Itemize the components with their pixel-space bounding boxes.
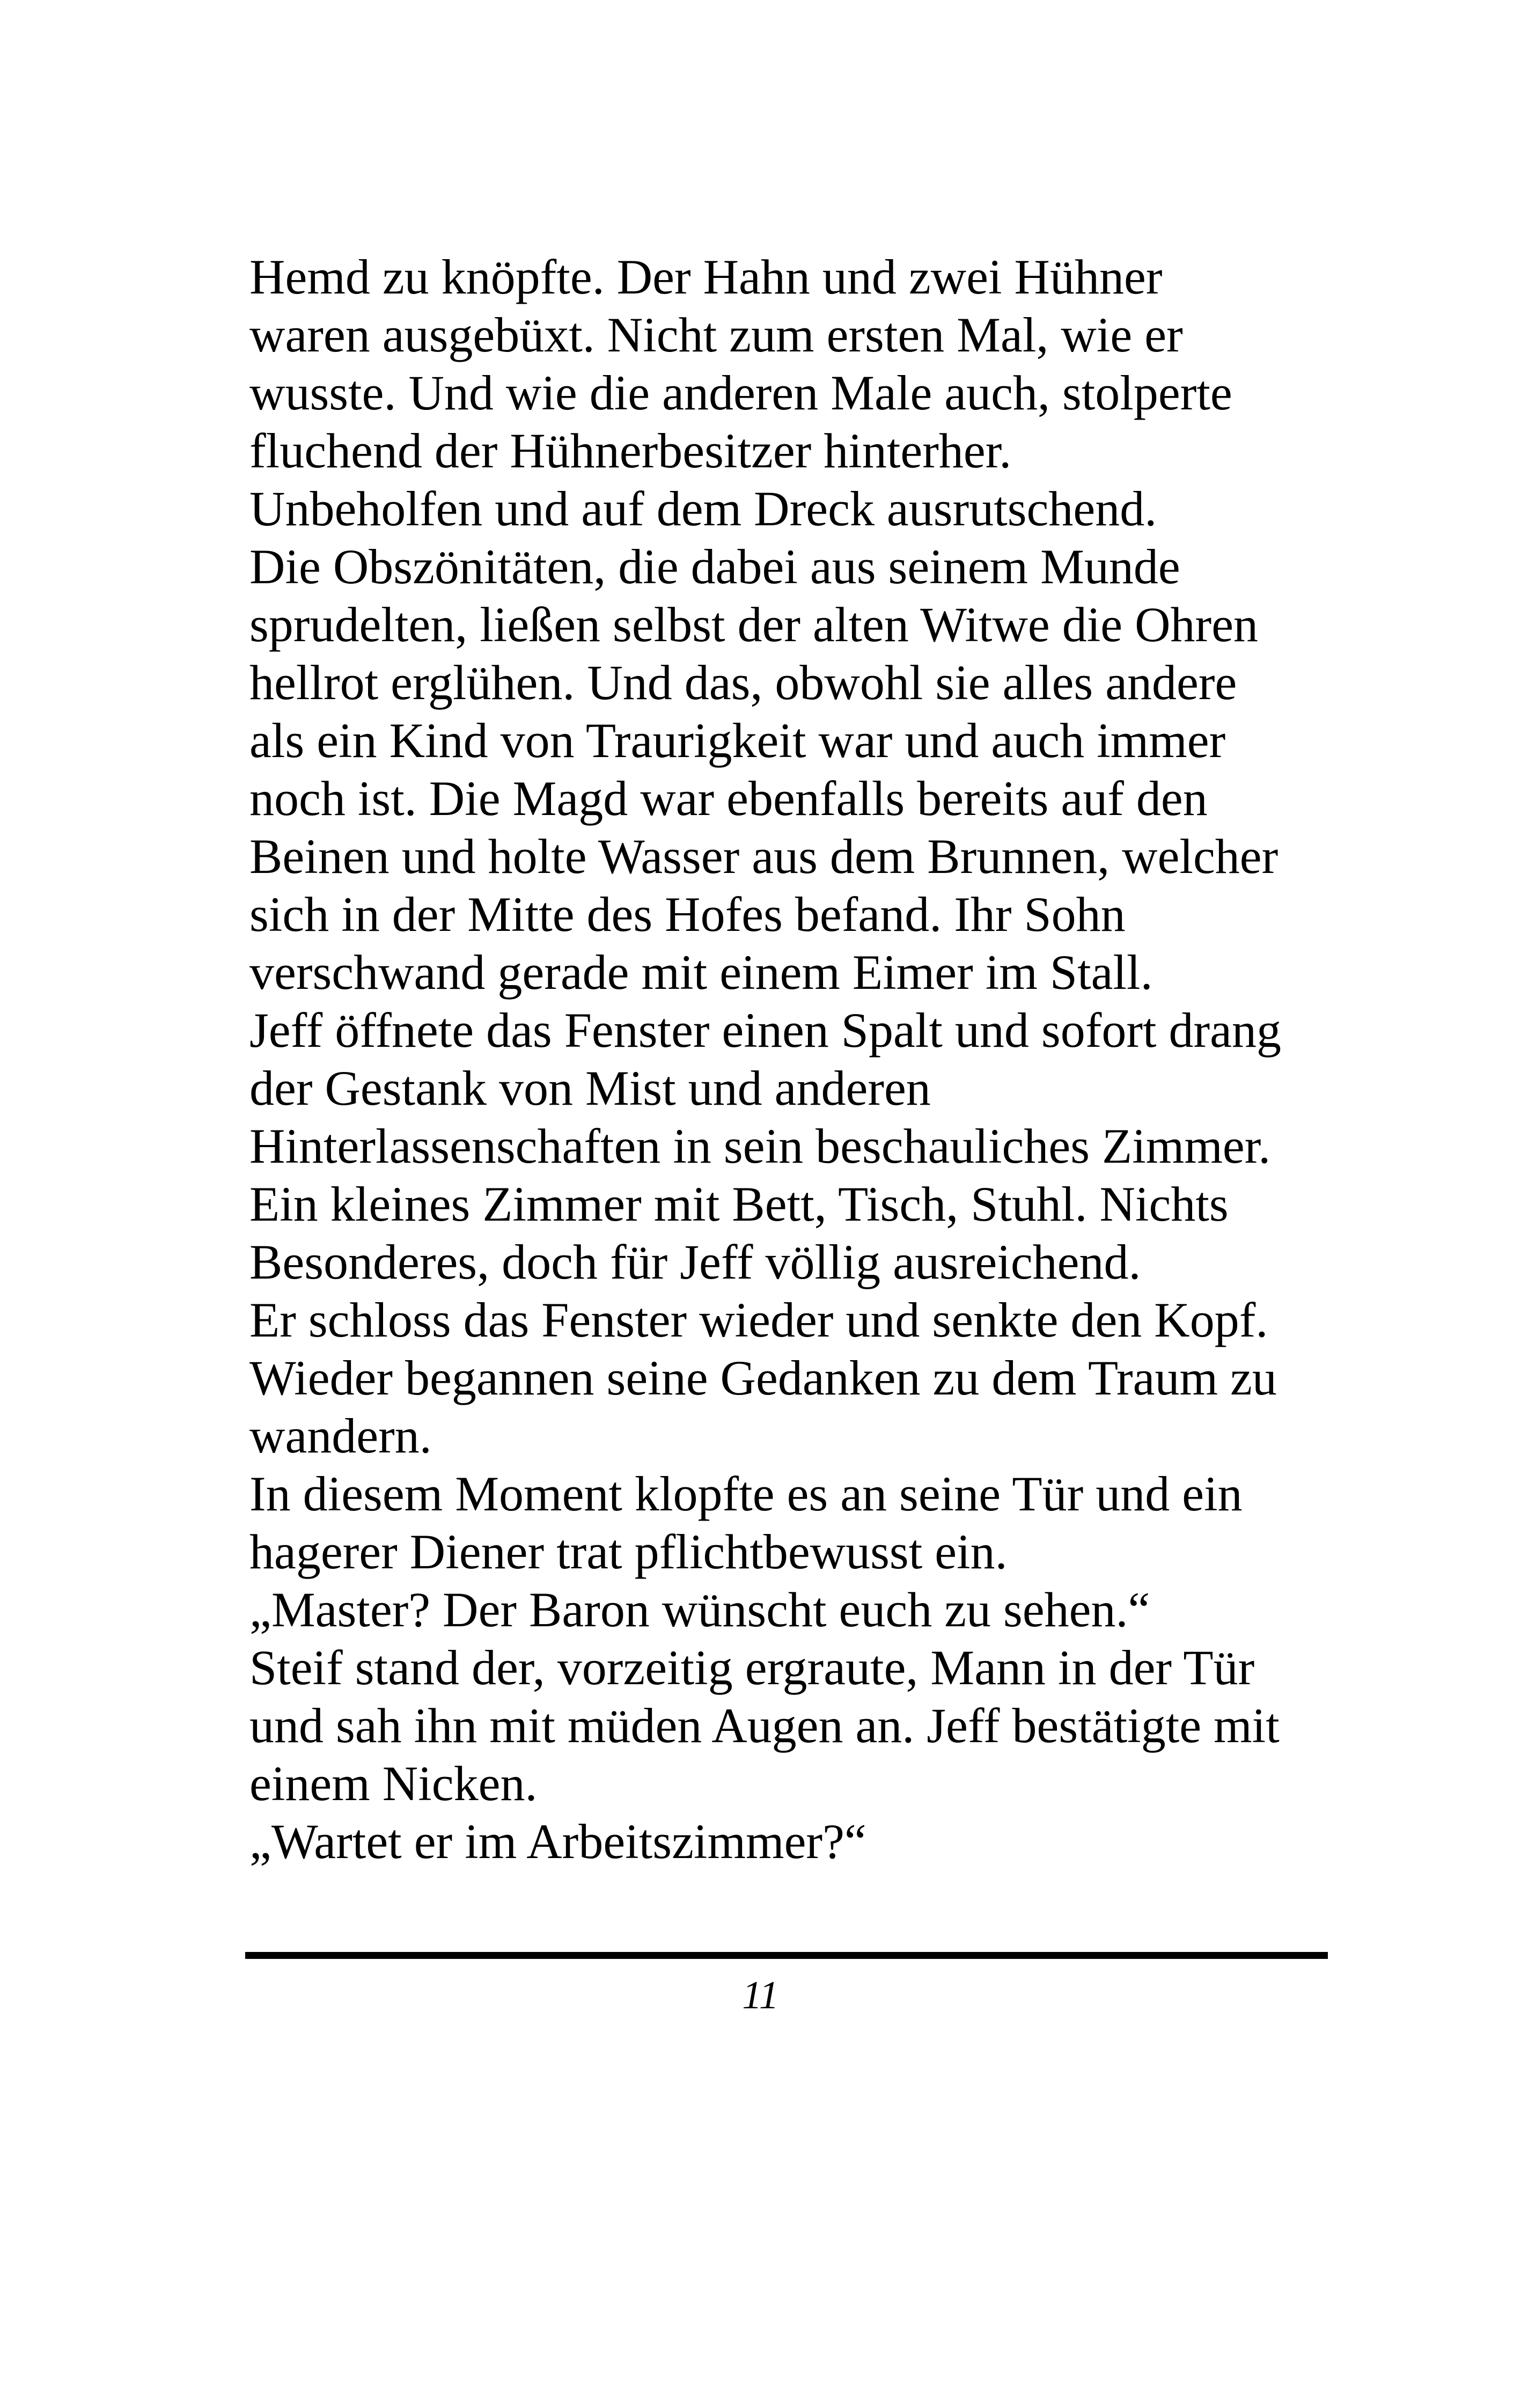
text-line: und sah ihn mit müden Augen an. Jeff bestätigte mit bbox=[249, 1698, 1280, 1753]
body-text bbox=[249, 248, 1339, 1870]
text-line: „Wartet er im Arbeitszimmer?“ bbox=[249, 1814, 866, 1869]
text-line: Beinen und holte Wasser aus dem Brunnen, welcher bbox=[249, 829, 1278, 884]
text-line: waren ausgebüxt. Nicht zum ersten Mal, wie er bbox=[249, 307, 1183, 362]
text-line: sprudelten, ließen selbst der alten Witwe die Ohren bbox=[249, 597, 1259, 652]
text-line: wandern. bbox=[249, 1408, 432, 1463]
text-line: verschwand gerade mit einem Eimer im Stall. bbox=[249, 945, 1153, 1000]
text-line: der Gestank von Mist und anderen bbox=[249, 1061, 931, 1115]
text-line: als ein Kind von Traurigkeit war und auch immer bbox=[249, 713, 1226, 768]
text-line: Die Obszönitäten, die dabei aus seinem Munde bbox=[249, 539, 1180, 594]
text-line: Hinterlassenschaften in sein beschauliches Zimmer. bbox=[249, 1119, 1271, 1173]
footer-divider bbox=[245, 1952, 1328, 1959]
text-line: Hemd zu knöpfte. Der Hahn und zwei Hühner bbox=[249, 249, 1163, 304]
text-line: hellrot erglühen. Und das, obwohl sie alles andere bbox=[249, 655, 1237, 710]
page-number: 11 bbox=[742, 1973, 779, 2017]
text-line: In diesem Moment klopfte es an seine Tür und ein bbox=[249, 1466, 1243, 1521]
text-line: „Master? Der Baron wünscht euch zu sehen.“ bbox=[249, 1582, 1150, 1637]
text-line: Wieder begannen seine Gedanken zu dem Traum zu bbox=[249, 1350, 1277, 1405]
text-line: noch ist. Die Magd war ebenfalls bereits auf den bbox=[249, 771, 1208, 826]
text-line: hagerer Diener trat pflichtbewusst ein. bbox=[249, 1524, 1008, 1579]
text-line: fluchend der Hühnerbesitzer hinterher. bbox=[249, 423, 1012, 478]
text-line: wusste. Und wie die anderen Male auch, stolperte bbox=[249, 365, 1232, 420]
text-line: einem Nicken. bbox=[249, 1756, 538, 1811]
text-line: Ein kleines Zimmer mit Bett, Tisch, Stuhl. Nichts bbox=[249, 1177, 1229, 1231]
text-line: Jeff öffnete das Fenster einen Spalt und sofort drang bbox=[249, 1003, 1282, 1058]
text-line: Er schloss das Fenster wieder und senkte den Kopf. bbox=[249, 1293, 1268, 1347]
text-line: Besonderes, doch für Jeff völlig ausreichend. bbox=[249, 1235, 1141, 1289]
text-line: Unbeholfen und auf dem Dreck ausrutschend. bbox=[249, 481, 1157, 536]
text-line: sich in der Mitte des Hofes befand. Ihr Sohn bbox=[249, 887, 1126, 942]
text-line: Steif stand der, vorzeitig ergraute, Mann in der Tür bbox=[249, 1640, 1255, 1695]
